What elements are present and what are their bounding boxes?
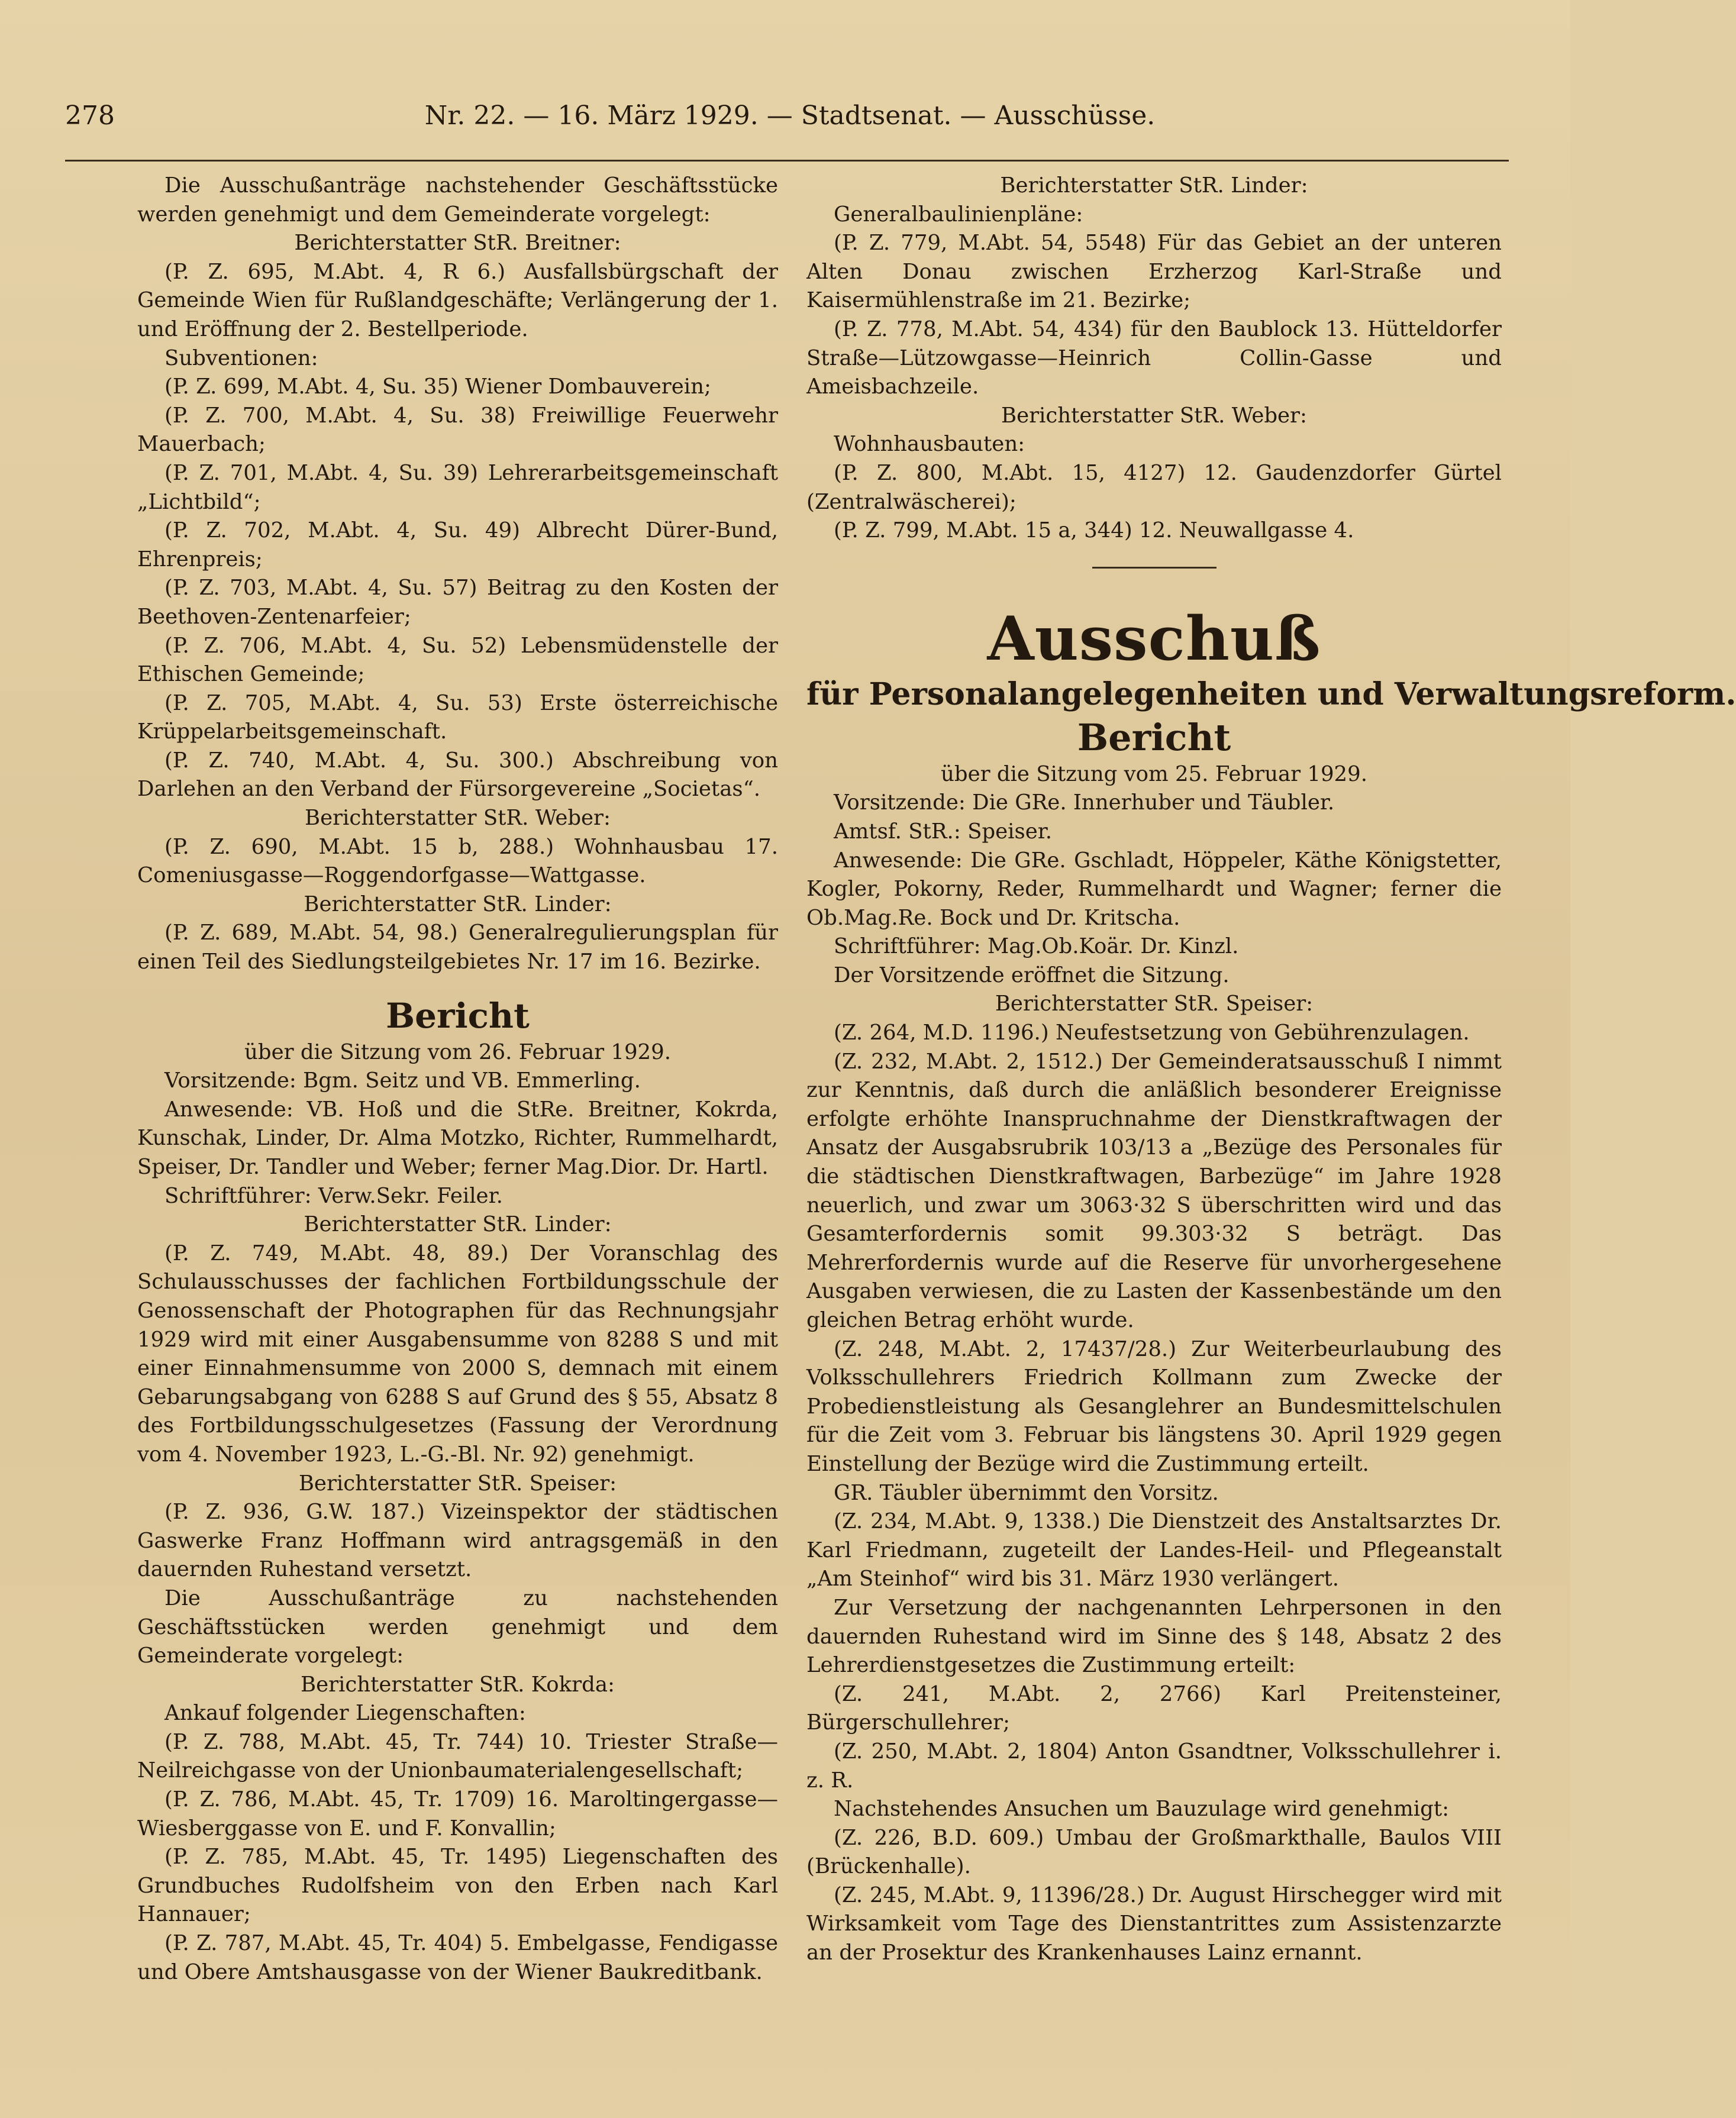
item-paragraph: (Z. 226, B.D. 609.) Umbau der Großmarkthalle, Baulos VIII (Brückenhalle).	[806, 1825, 1502, 1879]
item-paragraph: (P. Z. 690, M.Abt. 15 b, 288.) Wohnhausbau 17. Comeniusgasse—Roggendorfgasse—Wattgasse.	[137, 834, 778, 888]
reporter-line: Berichterstatter StR. Speiser:	[995, 992, 1314, 1016]
item-paragraph: (P. Z. 749, M.Abt. 48, 89.) Der Voranschlag des Schulausschusses der fachlichen Fortbildungsschule der Genossenschaft der Photographen für das Rechnungsjahr 1929 wird mit einer Ausgabensumme von 8288 S und mit einer Einnahmensumme von 2000 S, demnach mit einem Gebarungsabgang von 6288 S auf Grund des § 55, Absatz 8 des Fortbildungsschulgesetzes (Fassung der Verordnung vom 4. November 1923, L.-G.-Bl. Nr. 92) genehmigt.	[137, 1241, 778, 1467]
section-label: Subventionen:	[164, 346, 318, 370]
item-paragraph: (P. Z. 778, M.Abt. 54, 434) für den Baublock 13. Hütteldorfer Straße—Lützowgasse—Heinrich Collin-Gasse und Ameisbachzeile.	[806, 317, 1502, 399]
item-paragraph: (Z. 248, M.Abt. 2, 17437/28.) Zur Weiterbeurlaubung des Volksschullehrers Friedrich Kollmann zum Zwecke der Probedienstleistung als Gesanglehrer an Bundesmittelschulen für die Zeit vom 3. Februar bis längstens 30. April 1929 gegen Einstellung der Bezüge wird die Zustimmung erteilt.	[806, 1336, 1502, 1476]
opening-line: Der Vorsitzende eröffnet die Sitzung.	[834, 963, 1230, 987]
chair-line: Vorsitzende: Bgm. Seitz und VB. Emmerling.	[164, 1068, 641, 1093]
item-paragraph: (Z. 232, M.Abt. 2, 1512.) Der Gemeinderatsausschuß I nimmt zur Kenntnis, daß durch die anläßlich besonderer Ereignisse erfolgte erhöhte Inanspruchnahme der Dienstkraftwagen der Ansatz der Ausgabsrubrik 103/13 a „Bezüge des Personales für die städtischen Dienstkraftwagen, Barbezüge“ im Jahre 1928 neuerlich, und zwar um 3063·32 S überschritten wird und das Gesamterfordernis somit 99.303·32 S beträgt. Das Mehrerfordernis wurde auf die Reserve für unvorhergesehene Ausgaben verwiesen, die zu Lasten der Kassenbestände um den gleichen Betrag erhöht wurde.	[806, 1049, 1502, 1332]
item-paragraph: (P. Z. 705, M.Abt. 4, Su. 53) Erste österreichische Krüppelarbeitsgemeinschaft.	[137, 690, 778, 744]
secretary-line: Schriftführer: Mag.Ob.Koär. Dr. Kinzl.	[834, 934, 1239, 959]
left-column	[137, 172, 778, 1987]
item-paragraph: (P. Z. 689, M.Abt. 54, 98.) Generalregulierungsplan für einen Teil des Siedlungsteilgebietes Nr. 17 im 16. Bezirke.	[137, 921, 778, 974]
item-paragraph: (P. Z. 799, M.Abt. 15 a, 344) 12. Neuwallgasse 4.	[834, 518, 1354, 543]
reporter-line: Berichterstatter StR. Weber:	[1001, 403, 1307, 428]
item-paragraph: (P. Z. 703, M.Abt. 4, Su. 57) Beitrag zu den Kosten der Beethoven-Zentenarfeier;	[137, 576, 778, 629]
item-paragraph: (P. Z. 702, M.Abt. 4, Su. 49) Albrecht Dürer-Bund, Ehrenpreis;	[137, 518, 778, 572]
page-header	[65, 89, 1515, 136]
intro-paragraph: Die Ausschußanträge nachstehender Geschäftsstücke werden genehmigt und dem Gemeinderate vorgelegt:	[137, 173, 778, 227]
item-paragraph: (Z. 245, M.Abt. 9, 11396/28.) Dr. August Hirschegger wird mit Wirksamkeit vom Tage des Dienstantrittes zum Assistenzarzte an der Prosektur des Krankenhauses Lainz ernannt.	[806, 1883, 1502, 1965]
section-label: Wohnhausbauten:	[834, 432, 1025, 457]
reporter-line: Berichterstatter StR. Weber:	[304, 806, 611, 831]
reporter-line: Berichterstatter StR. Speiser:	[298, 1471, 617, 1496]
section-label: Ankauf folgender Liegenschaften:	[164, 1701, 526, 1726]
item-paragraph: (P. Z. 800, M.Abt. 15, 4127) 12. Gaudenzdorfer Gürtel (Zentralwäscherei);	[806, 460, 1502, 514]
section-label: Nachstehendes Ansuchen um Bauzulage wird genehmigt:	[834, 1797, 1450, 1822]
committee-title: Ausschuß	[987, 603, 1321, 674]
page-number: 278	[65, 101, 115, 131]
item-paragraph: (P. Z. 701, M.Abt. 4, Su. 39) Lehrerarbeitsgemeinschaft „Lichtbild“;	[137, 460, 778, 514]
item-paragraph: (P. Z. 779, M.Abt. 54, 5548) Für das Gebiet an der unteren Alten Donau zwischen Erzherzog Karl-Straße und Kaisermühlenstraße im 21. Bezirke;	[806, 231, 1502, 313]
session-date: über die Sitzung vom 26. Februar 1929.	[244, 1039, 672, 1064]
item-paragraph: (Z. 241, M.Abt. 2, 2766) Karl Preitensteiner, Bürgerschullehrer;	[806, 1681, 1502, 1735]
item-paragraph: (Z. 234, M.Abt. 9, 1338.) Die Dienstzeit des Anstaltsarztes Dr. Karl Friedmann, zugeteilt der Landes-Heil- und Pflegeanstalt „Am Steinhof“ wird bis 31. März 1930 verlängert.	[806, 1509, 1502, 1591]
item-paragraph: (Z. 250, M.Abt. 2, 1804) Anton Gsandtner, Volksschullehrer i. z. R.	[806, 1739, 1502, 1793]
reporter-line: Berichterstatter StR. Kokrda:	[300, 1672, 615, 1697]
chair-line: Vorsitzende: Die GRe. Innerhuber und Täubler.	[834, 790, 1335, 815]
chair-change-line: GR. Täubler übernimmt den Vorsitz.	[834, 1480, 1219, 1505]
item-paragraph: (P. Z. 740, M.Abt. 4, Su. 300.) Abschreibung von Darlehen an den Verband der Fürsorgevereine „Societas“.	[137, 748, 778, 802]
item-paragraph: (P. Z. 936, G.W. 187.) Vizeinspektor der städtischen Gaswerke Franz Hoffmann wird antragsgemäß in den dauernden Ruhestand versetzt.	[137, 1500, 778, 1582]
attendees-paragraph: Anwesende: Die GRe. Gschladt, Höppeler, Käthe Königstetter, Kogler, Pokorny, Reder, Rummelhardt und Wagner; ferner die Ob.Mag.Re. Bock und Dr. Kritscha.	[806, 848, 1502, 930]
item-paragraph: (P. Z. 699, M.Abt. 4, Su. 35) Wiener Dombauverein;	[164, 374, 711, 399]
session-date: über die Sitzung vom 25. Februar 1929.	[940, 761, 1368, 786]
item-paragraph: (P. Z. 700, M.Abt. 4, Su. 38) Freiwillige Feuerwehr Mauerbach;	[137, 403, 778, 457]
item-paragraph: (P. Z. 706, M.Abt. 4, Su. 52) Lebensmüdenstelle der Ethischen Gemeinde;	[137, 633, 778, 687]
reporter-line: Berichterstatter StR. Linder:	[304, 1212, 612, 1237]
item-paragraph: (P. Z. 788, M.Abt. 45, Tr. 744) 10. Triester Straße—Neilreichgasse von der Unionbaumaterialengesellschaft;	[137, 1729, 778, 1783]
spacer	[137, 977, 778, 993]
item-paragraph: (P. Z. 695, M.Abt. 4, R 6.) Ausfallsbürgschaft der Gemeinde Wien für Rußlandgeschäfte; Verlängerung der 1. und Eröffnung der 2. Bestellperiode.	[137, 259, 778, 341]
reporter-line: Berichterstatter StR. Breitner:	[294, 231, 621, 256]
intro-paragraph: Zur Versetzung der nachgenannten Lehrpersonen in den dauernden Ruhestand wird im Sinne des § 148, Absatz 2 des Lehrerdienstgesetzes die Zustimmung erteilt:	[806, 1595, 1502, 1678]
councillor-line: Amtsf. StR.: Speiser.	[834, 819, 1053, 844]
section-label: Generalbaulinienpläne:	[834, 202, 1083, 227]
running-title: Nr. 22. — 16. März 1929. — Stadtsenat. — Ausschüsse.	[424, 101, 1156, 131]
item-paragraph: (P. Z. 787, M.Abt. 45, Tr. 404) 5. Embelgasse, Fendigasse und Obere Amtshausgasse von der Wiener Baukreditbank.	[137, 1931, 778, 1984]
header-rule	[65, 160, 1509, 162]
right-column	[806, 172, 1736, 1968]
item-paragraph: (P. Z. 786, M.Abt. 45, Tr. 1709) 16. Maroltingergasse—Wiesberggasse von E. und F. Konvallin;	[137, 1787, 778, 1841]
section-title: Bericht	[1077, 715, 1231, 759]
reporter-line: Berichterstatter StR. Linder:	[1000, 173, 1308, 198]
intro-paragraph: Die Ausschußanträge zu nachstehenden Geschäftsstücken werden genehmigt und dem Gemeinderate vorgelegt:	[137, 1586, 778, 1668]
section-title: Bericht	[386, 995, 530, 1036]
reporter-line: Berichterstatter StR. Linder:	[304, 892, 612, 916]
committee-subtitle: für Personalangelegenheiten und Verwaltungsreform.	[806, 676, 1736, 712]
attendees-paragraph: Anwesende: VB. Hoß und die StRe. Breitner, Kokrda, Kunschak, Linder, Dr. Alma Motzko, Richter, Rummelhardt, Speiser, Dr. Tandler und Weber; ferner Mag.Dior. Dr. Hartl.	[137, 1097, 778, 1179]
section-divider	[1092, 567, 1217, 569]
item-paragraph: (P. Z. 785, M.Abt. 45, Tr. 1495) Liegenschaften des Grundbuches Rudolfsheim von den Erben nach Karl Hannauer;	[137, 1845, 778, 1927]
secretary-line: Schriftführer: Verw.Sekr. Feiler.	[164, 1183, 503, 1208]
item-paragraph: (Z. 264, M.D. 1196.) Neufestsetzung von Gebührenzulagen.	[834, 1021, 1470, 1045]
